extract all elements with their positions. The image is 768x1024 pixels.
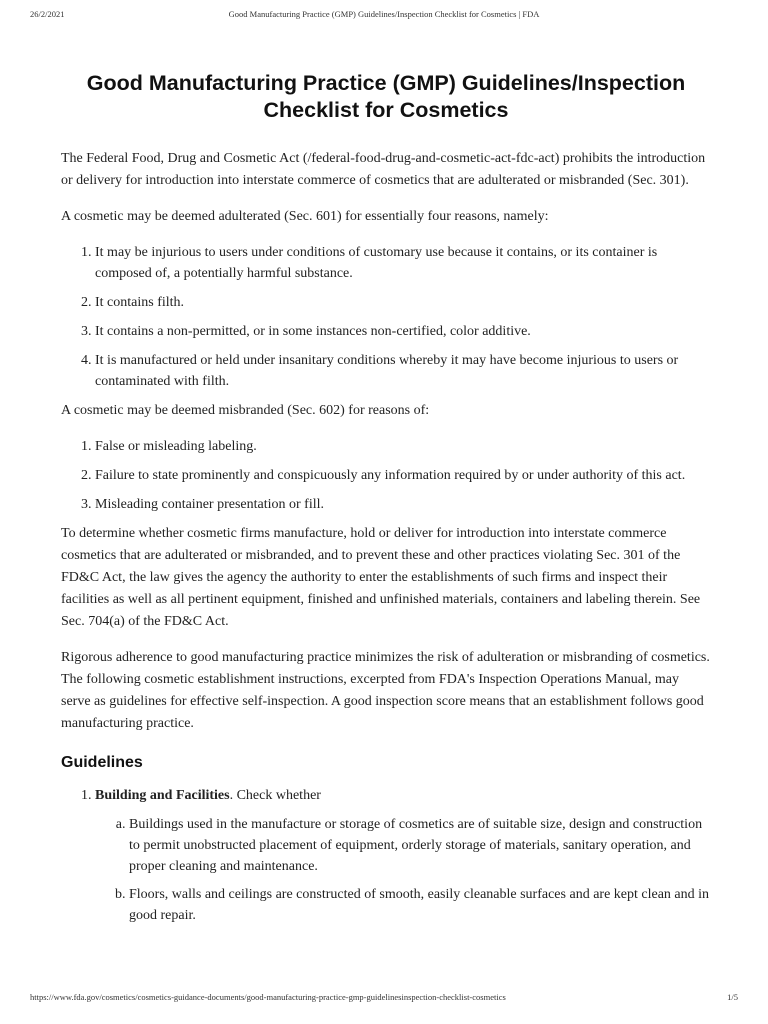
list-item: b. Floors, walls and ceilings are constructed of smooth, easily cleanable surfaces and are kept clean and in good repair.: [129, 884, 711, 926]
adulterated-list: [61, 242, 711, 392]
page-number: 1/5: [727, 992, 738, 1002]
print-footer: [30, 992, 738, 1006]
print-url[interactable]: https://www.fda.gov/cosmetics/cosmetics-guidance-documents/good-manufacturing-practice-gmp-guidelinesinspection-checklist-cosmetics: [30, 992, 506, 1002]
list-item: 3. It contains a non-permitted, or in some instances non-certified, color additive.: [95, 321, 711, 342]
adulterated-intro: A cosmetic may be deemed adulterated (Sec. 601) for essentially four reasons, namely:: [61, 209, 549, 224]
intro-paragraph: The Federal Food, Drug and Cosmetic Act (/federal-food-drug-and-cosmetic-act-fdc-act) prohibits the introduction or delivery for introduction into interstate commerce of cosmetics that are adulterated or misbranded (Sec. 301).: [61, 151, 706, 188]
print-header: [30, 9, 738, 23]
page-title: Good Manufacturing Practice (GMP) Guidelines/Inspection Checklist for Cosmetics: [86, 71, 686, 122]
guideline-item-suffix: . Check whether: [229, 788, 321, 803]
print-date: 26/2/2021: [30, 9, 65, 19]
adherence-paragraph: Rigorous adherence to good manufacturing practice minimizes the risk of adulteration or misbranding of cosmetics. The following cosmetic establishment instructions, excerpted from FDA's Inspection Operations Manual, may serve as guidelines for effective self-inspection. A good inspection score means that an establishment follows good manufacturing practice.: [61, 650, 710, 731]
misbranded-intro: A cosmetic may be deemed misbranded (Sec. 602) for reasons of:: [61, 403, 430, 418]
misbranded-list: [61, 436, 711, 515]
article-body: [61, 70, 711, 934]
authority-paragraph: To determine whether cosmetic firms manufacture, hold or deliver for introduction into interstate commerce cosmetics that are adulterated or misbranded, and to prevent these and other practices violating Sec. 301 of the FD&C Act, the law gives the agency the authority to enter the establishments of such firms and inspect their facilities as well as all pertinent equipment, finished and unfinished materials, containers and labeling therein. See Sec. 704(a) of the FD&C Act.: [61, 526, 701, 629]
list-item: 2. Failure to state prominently and conspicuously any information required by or under authority of this act.: [95, 465, 711, 486]
list-item: 1. It may be injurious to users under conditions of customary use because it contains, or its container is composed of, a potentially harmful substance.: [95, 242, 711, 284]
guideline-item-title: Building and Facilities: [95, 788, 230, 803]
list-item: 1. False or misleading labeling.: [95, 436, 711, 457]
print-doc-title: Good Manufacturing Practice (GMP) Guidelines/Inspection Checklist for Cosmetics | FDA: [228, 9, 540, 19]
guidelines-list: [61, 785, 711, 926]
list-item: 3. Misleading container presentation or fill.: [95, 494, 711, 515]
guideline-item-building: [95, 785, 711, 926]
guidelines-heading: Guidelines: [61, 754, 143, 771]
building-sub-list: [95, 814, 711, 926]
list-item: 4. It is manufactured or held under insanitary conditions whereby it may have become injurious to users or contaminated with filth.: [95, 350, 711, 392]
list-item: a. Buildings used in the manufacture or storage of cosmetics are of suitable size, design and construction to permit unobstructed placement of equipment, orderly storage of materials, sanitary operation, and proper cleaning and maintenance.: [129, 814, 711, 877]
list-item: 2. It contains filth.: [95, 292, 711, 313]
